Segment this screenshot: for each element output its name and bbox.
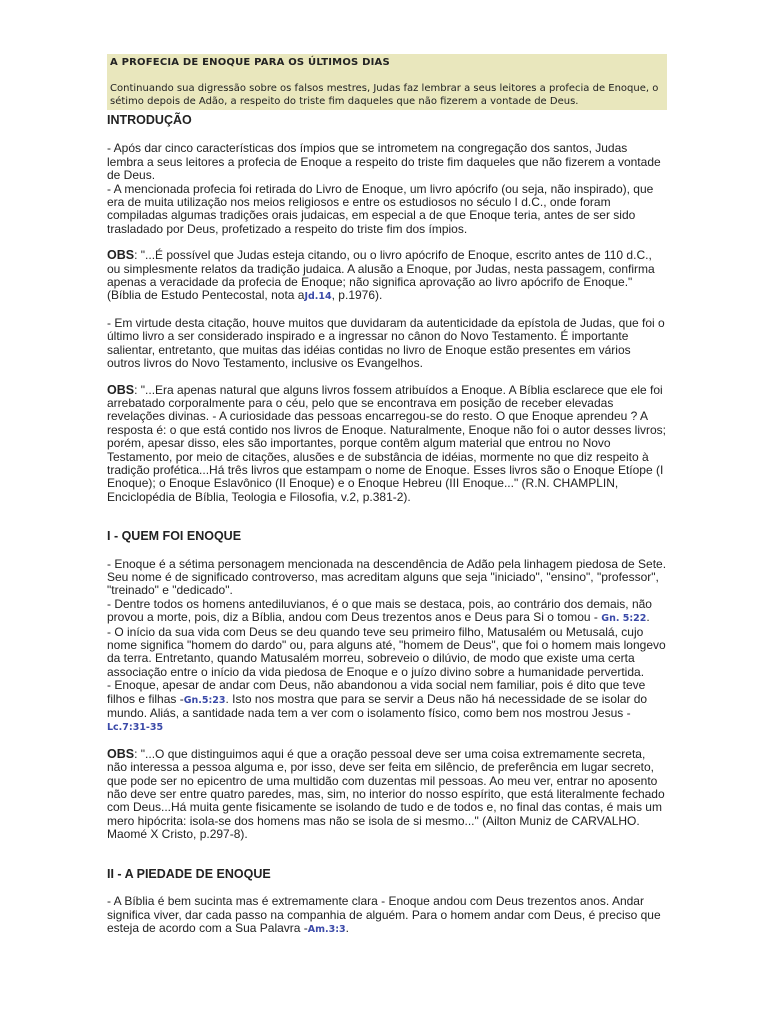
section-1-paragraph-3: - O início da sua vida com Deus se deu quando teve seu primeiro filho, Matusalém ou Metusalá, cujo nome significa "homem do dardo" ou, para alguns até, "homem de Deus", que foi o homem mais longevo da terra. Entretanto, quando Matusalém morreu, sobreveio o dilúvio, de modo que existe uma certa associação entre o início da vida piedosa de Enoque e o juízo divino sobre a humanidade pervertida. <box>107 624 666 679</box>
paragraph-text-end: . <box>646 610 650 625</box>
intro-heading: INTRODUÇÃO <box>107 113 192 127</box>
scripture-link-gn5-23[interactable]: Gn.5:23 <box>183 694 226 706</box>
obs-text: : "...O que distinguimos aqui é que a oração pessoal deve ser uma coisa extremamente secreta, não interessa a pessoa alguma e, por isso, deve ser feita em silêncio, de preferência em lugar secreto, que pode ser no epicentro de uma multidão com duzentas mil pessoas. Ao meu ver, entrar no aposento não deve ser entre quatro paredes, mas, sim, no interior do nosso espírito, que está literalmente fechado com Deus...Há muita gente fisicamente se isolando de tudo e de todos e, no final das contas, é mais um mero hipócrita: isola-se dos homens mas não se isola de si mesmo..." (Ailton Muniz de CARVALHO. Maomé X Cristo, p.297-8). <box>107 746 665 842</box>
document <box>107 54 667 936</box>
intro-obs-1 <box>107 249 667 304</box>
intro-obs-2 <box>107 384 667 505</box>
paragraph-text: - A Bíblia é bem sucinta mas é extremamente clara - Enoque andou com Deus trezentos anos. Andar significa viver, dar cada passo na companhia de alguém. Para o homem andar com Deus, é preciso que esteja de acordo com a Sua Palavra - <box>107 894 661 935</box>
section-1-paragraph-2 <box>107 598 667 626</box>
section-1-obs <box>107 748 667 842</box>
intro-paragraph-1: - Após dar cinco características dos ímpios que se intrometem na congregação dos santos, Judas lembra a seus leitores a profecia de Enoque a respeito do triste fim daqueles que não fizerem a vontade de Deus. <box>107 141 661 183</box>
article-body <box>107 114 667 936</box>
obs-text-end: , p.1976). <box>331 288 383 303</box>
obs-label: OBS <box>107 248 135 263</box>
section-1-heading: I - QUEM FOI ENOQUE <box>107 529 242 544</box>
section-2-paragraph-1 <box>107 895 667 936</box>
paragraph-text: - Dentre todos os homens antediluvianos, é o que mais se destaca, pois, ao contrário dos demais, não provou a morte, pois, diz a Bíblia, andou com Deus trezentos anos e Deus para Si o tomou - <box>107 596 652 625</box>
section-1-paragraph-1: - Enoque é a sétima personagem mencionada na descendência de Adão pela linhagem piedosa de Sete. Seu nome é de significado controverso, mas acreditam alguns que seja "iniciado", "ensino", "professor", "treinado" e "dedicado". <box>107 556 667 598</box>
paragraph-text: - Enoque, apesar de andar com Deus, não abandonou a vida social nem familiar, pois é dito que teve filhos e filhas - <box>107 678 646 706</box>
intro-paragraph-2: - A mencionada profecia foi retirada do Livro de Enoque, um livro apócrifo (ou seja, não inspirado), que era de muita utilização nos meios religiosos e entre os estudiosos no século I d.C., onde foram compiladas algumas tradições orais judaicas, em especial a de que Enoque teria, antes de ser sido trasladado por Deus, profetizado a respeito do triste fim dos ímpios. <box>107 181 654 236</box>
obs-text: : "...Era apenas natural que alguns livros fossem atribuídos a Enoque. A Bíblia esclarece que ele foi arrebatado corporalmente para o céu, pelo que se encontrava em posição de receber elevadas revelações divinas. - A curiosidade das pessoas encarregou-se do resto. O que Enoque aprendeu ? A resposta é: o que está contido nos livros de Enoque. Naturalmente, Enoque não foi o autor desses livros; porém, apesar disso, eles são importantes, porque contêm algum material que entrou no Novo Testamento, por meio de citações, alusões e de substância de idéias, mormente no que diz respeito à tradição profética...Há três livros que estampam o nome de Enoque. Esses livros são o Enoque Etíope (I Enoque); o Enoque Eslavônico (II Enoque) e o Enoque Hebreu (III Enoque..." (R.N. CHAMPLIN, Enciclopédia de Bíblia, Teologia e Filosofia, v.2, p.381-2). <box>107 382 667 504</box>
page-subtitle: Continuando sua digressão sobre os falsos mestres, Judas faz lembrar a seus leitores a profecia de Enoque, o sétimo depois de Adão, a respeito do triste fim daqueles que não fizerem a vontade de Deus. <box>110 83 659 107</box>
scripture-link-gn5-22[interactable]: Gn. 5:22 <box>601 613 647 625</box>
intro-paragraph-3: - Em virtude desta citação, houve muitos que duvidaram da autenticidade da epístola de Judas, que foi o último livro a ser considerado inspirado e a ingressar no cânon do Novo Testamento. É importante salientar, entretanto, que muitas das idéias contidas no livro de Enoque estão presentes em vários outros livros do Novo Testamento, inclusive os Evangelhos. <box>107 315 665 371</box>
paragraph-text-mid: . Isto nos mostra que para se servir a Deus não há necessidade de se isolar do mundo. Aliás, a santidade nada tem a ver com o isolamento físico, como bem nos mostrou Jesus - <box>107 691 648 721</box>
paragraph-text-end: . <box>345 920 350 935</box>
scripture-link-am3-3[interactable]: Am.3:3 <box>307 923 346 935</box>
header-box <box>107 54 667 110</box>
scripture-link-lc7-31[interactable]: Lc.7:31-35 <box>107 722 164 734</box>
obs-label: OBS <box>107 746 135 761</box>
section-2-heading: II - A PIEDADE DE ENOQUE <box>107 866 271 881</box>
obs-label: OBS <box>107 382 135 397</box>
section-1-paragraph-4 <box>107 679 667 735</box>
page-title: A PROFECIA DE ENOQUE PARA OS ÚLTIMOS DIAS <box>110 57 390 68</box>
scripture-link-jd14[interactable]: Jd.14 <box>304 291 332 303</box>
obs-text: : "...É possível que Judas esteja citando, ou o livro apócrifo de Enoque, escrito antes de 110 d.C., ou simplesmente relatos da tradição judaica. A alusão a Enoque, por Judas, nesta passagem, confirma apenas a veracidade da profecia de Enoque; não significa aprovação ao livro apócrifo de Enoque." (Bíblia de Estudo Pentecostal, nota a <box>107 248 655 303</box>
